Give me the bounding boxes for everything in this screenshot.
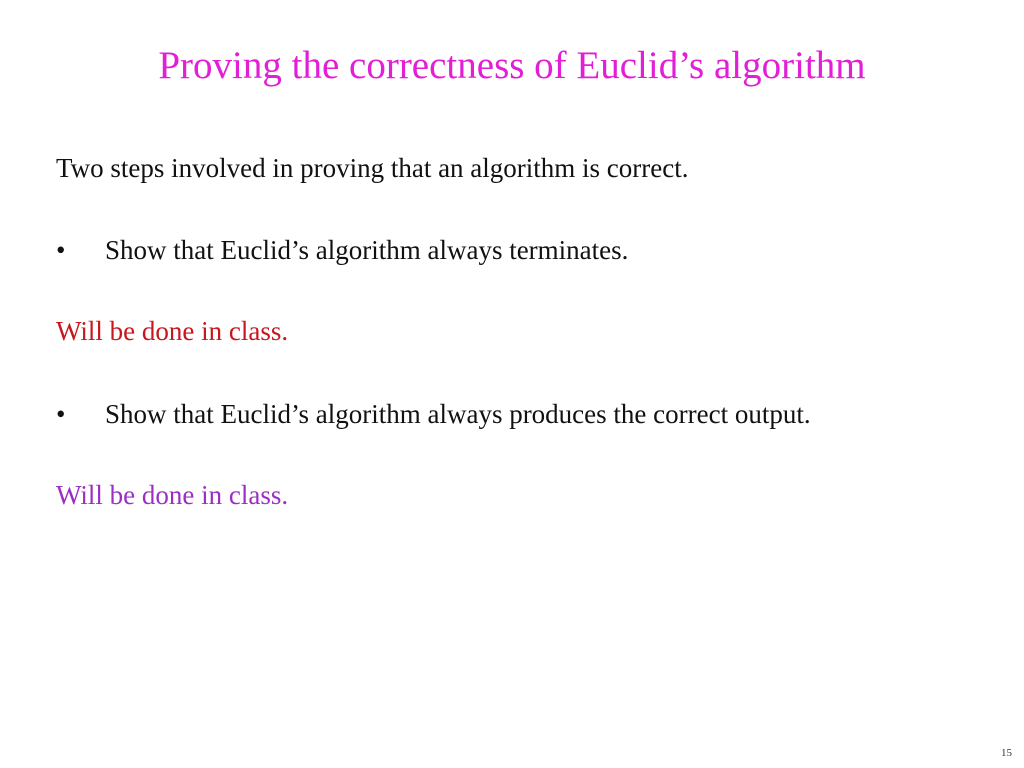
bullet-text: Show that Euclid’s algorithm always terminates. (105, 235, 629, 265)
page-number: 15 (1001, 747, 1012, 759)
bullet-icon: • (56, 235, 66, 265)
bullet-text: Show that Euclid’s algorithm always produces the correct output. (105, 399, 811, 429)
bullet-item (56, 232, 628, 268)
slide-title: Proving the correctness of Euclid’s algorithm (158, 44, 866, 87)
class-note: Will be done in class. (56, 316, 289, 346)
bullet-icon: • (56, 399, 66, 429)
bullet-item (56, 396, 811, 432)
class-note: Will be done in class. (56, 480, 289, 510)
intro-text: Two steps involved in proving that an algorithm is correct. (56, 153, 689, 183)
